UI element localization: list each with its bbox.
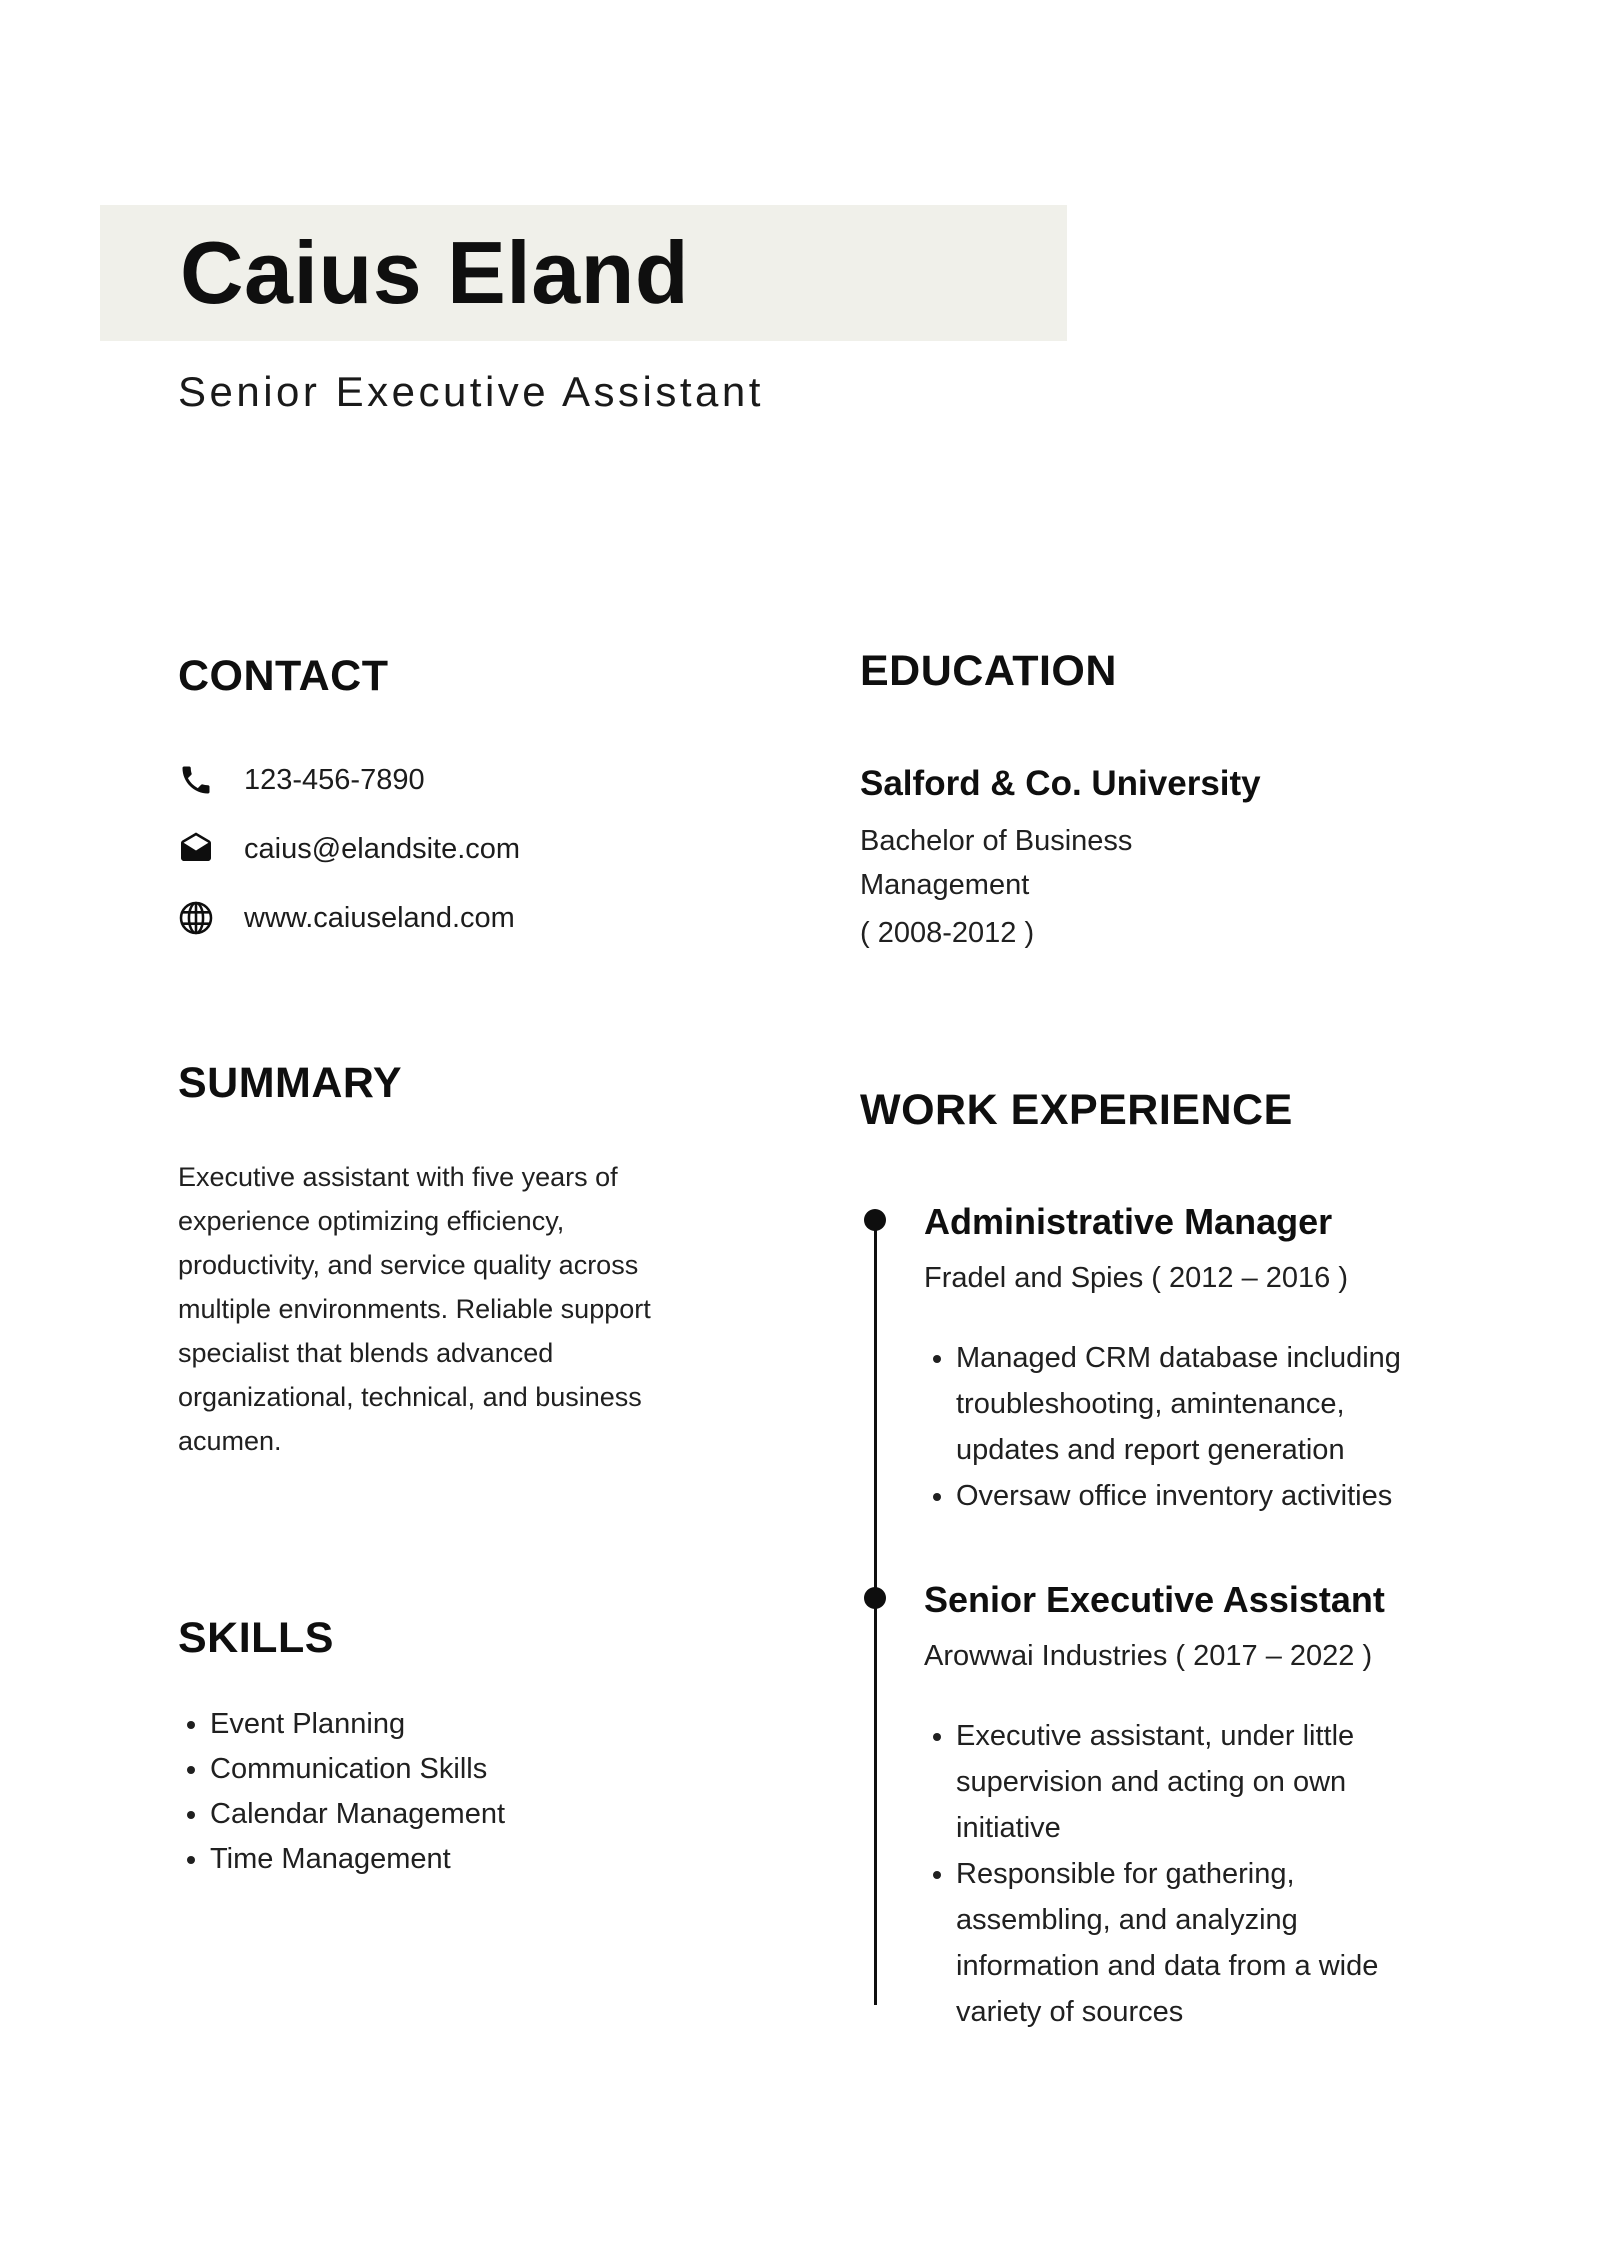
job-company-period: Fradel and Spies ( 2012 – 2016 ) bbox=[924, 1262, 1348, 1294]
job-entry-senior-executive-assistant bbox=[924, 1577, 1420, 2035]
job-bullet: • Executive assistant, under little supervision and acting on own initiative bbox=[956, 1713, 1420, 1851]
skills-section bbox=[178, 1612, 690, 1882]
summary-heading: SUMMARY bbox=[178, 1059, 403, 1107]
person-title: Senior Executive Assistant bbox=[178, 368, 764, 415]
globe-icon bbox=[178, 900, 214, 936]
summary-section bbox=[178, 1057, 690, 1463]
job-title: Senior Executive Assistant bbox=[924, 1579, 1385, 1620]
contact-row-phone bbox=[178, 762, 690, 798]
header-band bbox=[100, 205, 1067, 341]
job-bullets bbox=[924, 1713, 1420, 2035]
skill-item: • Event Planning bbox=[210, 1702, 690, 1747]
skills-list bbox=[178, 1702, 690, 1882]
work-experience-heading: WORK EXPERIENCE bbox=[860, 1086, 1293, 1134]
education-heading: EDUCATION bbox=[860, 647, 1117, 695]
left-column bbox=[178, 650, 690, 1882]
contact-heading: CONTACT bbox=[178, 652, 389, 700]
phone-value: 123-456-7890 bbox=[244, 763, 425, 796]
job-entry-administrative-manager bbox=[924, 1199, 1420, 1519]
work-experience-section bbox=[860, 1084, 1420, 2035]
education-section bbox=[860, 645, 1420, 950]
skills-heading: SKILLS bbox=[178, 1614, 334, 1662]
website-value: www.caiuseland.com bbox=[244, 901, 515, 934]
person-name: Caius Eland bbox=[180, 223, 690, 322]
phone-icon bbox=[178, 762, 214, 798]
contact-row-website bbox=[178, 900, 690, 936]
email-icon bbox=[178, 831, 214, 867]
work-timeline bbox=[860, 1199, 1420, 2035]
education-years: ( 2008-2012 ) bbox=[860, 917, 1035, 949]
job-title: Administrative Manager bbox=[924, 1201, 1333, 1242]
timeline-dot bbox=[864, 1209, 886, 1231]
summary-text: Executive assistant with five years of experience optimizing efficiency, productivity, and service quality across multiple environments. Reliable support specialist that blends advanced organizational, technical, and business acumen. bbox=[178, 1162, 651, 1456]
right-column bbox=[860, 645, 1420, 2035]
education-school: Salford & Co. University bbox=[860, 764, 1261, 803]
contact-list bbox=[178, 762, 690, 936]
job-bullets bbox=[924, 1335, 1420, 1519]
skill-item: • Time Management bbox=[210, 1837, 690, 1882]
skill-item: • Calendar Management bbox=[210, 1792, 690, 1837]
job-bullet: • Oversaw office inventory activities bbox=[956, 1473, 1420, 1519]
email-value: caius@elandsite.com bbox=[244, 832, 521, 865]
contact-row-email bbox=[178, 831, 690, 867]
timeline-dot bbox=[864, 1587, 886, 1609]
skill-item: • Communication Skills bbox=[210, 1747, 690, 1792]
education-degree: Bachelor of Business Management bbox=[860, 825, 1133, 901]
contact-section bbox=[178, 650, 690, 936]
job-bullet: • Managed CRM database including troubleshooting, amintenance, updates and report generation bbox=[956, 1335, 1420, 1473]
job-bullet: • Responsible for gathering, assembling, and analyzing information and data from a wide variety of sources bbox=[956, 1851, 1420, 2035]
job-company-period: Arowwai Industries ( 2017 – 2022 ) bbox=[924, 1640, 1373, 1672]
